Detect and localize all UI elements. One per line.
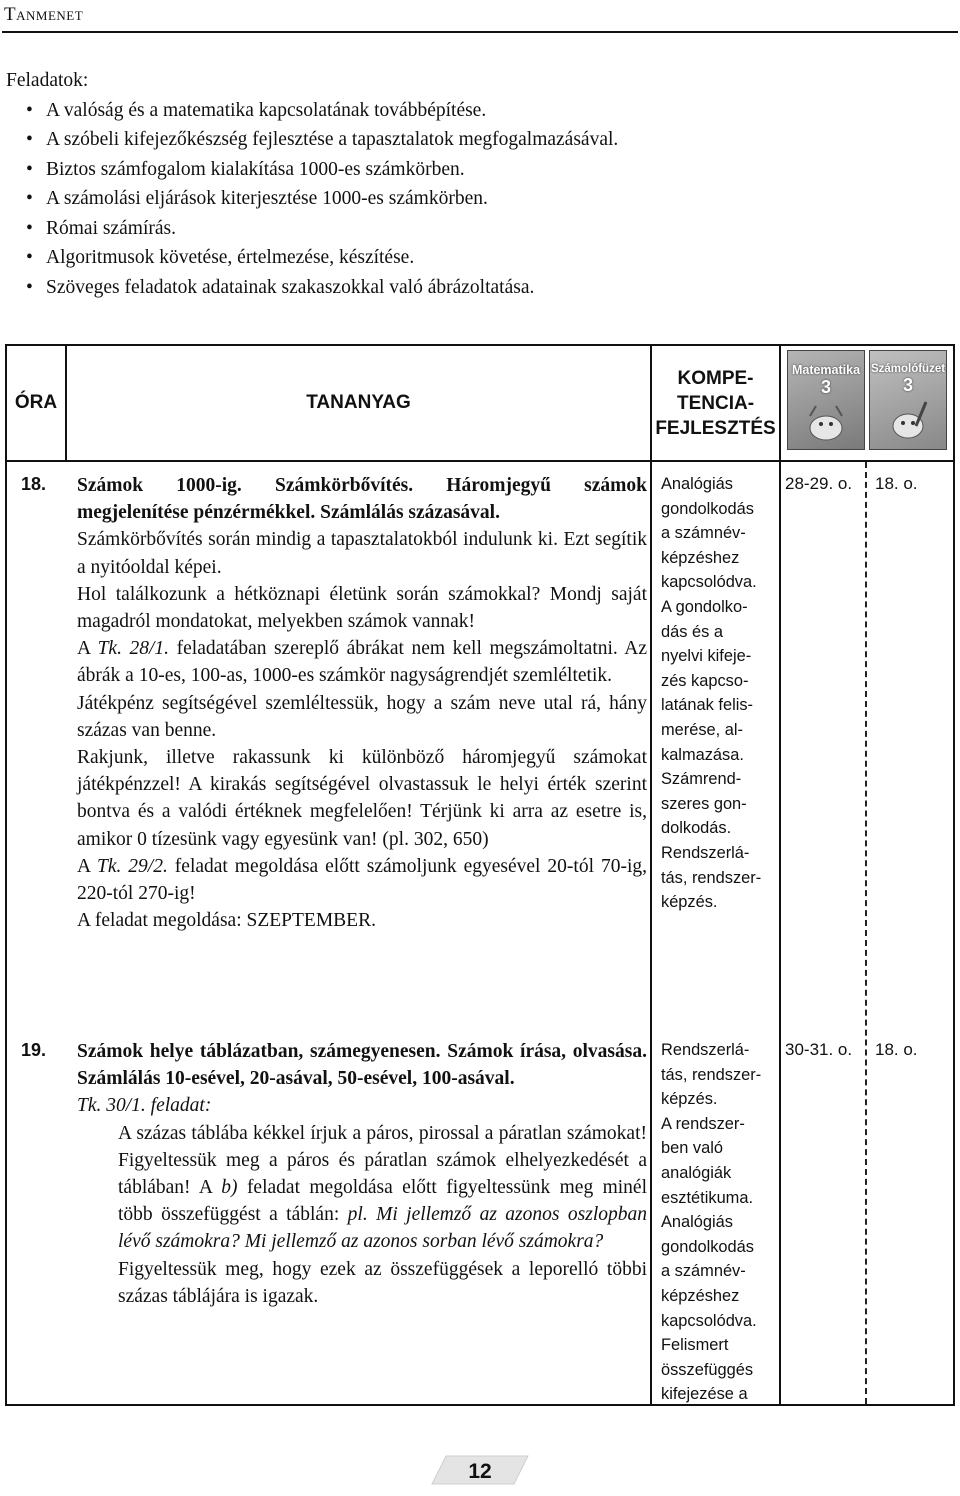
- dashed-column-divider: [865, 462, 867, 1404]
- page-number: 12: [428, 1450, 532, 1492]
- header-tananyag: TANANYAG: [306, 392, 411, 413]
- lesson-solution: A feladat megoldása: SZEPTEMBER.: [77, 910, 376, 932]
- book-illustration-icon: [870, 396, 946, 444]
- lesson-paragraph: Figyeltessük meg, hogy ezek az összefüggések a leporelló többi százas táblájára is igazak.: [118, 1258, 647, 1307]
- lesson-paragraph: Számkörbővítés során mindig a tapasztalatokból indulunk ki. Ezt segítik a nyitóoldal képei.: [77, 529, 647, 578]
- lesson-paragraph: A százas táblába kékkel írjuk a páros, pirossal a páratlan számokat! Figyeltessük meg a páros és páratlan számok elhelyezkedését a táblában! A b) feladat megoldása előtt figyeltessünk meg minél több összefüggést a táblán: pl. Mi jellemző az azonos oszlopban lévő számokra? Mi jellemző az azonos sorban lévő számokra?: [118, 1122, 647, 1253]
- task-item: • A szóbeli kifejezőkészség fejlesztése a tapasztalatok megfogalmazásával.: [26, 125, 936, 155]
- header-rule: [2, 31, 958, 33]
- header-row-divider: [7, 460, 953, 462]
- workbook-pages: 18. o.: [875, 1040, 918, 1059]
- lesson-paragraph: A Tk. 29/2. feladat megoldása előtt számoljunk egyesével 20-tól 70-ig, 220-tól 270-ig!: [77, 855, 647, 905]
- competence-list: Analógiás gondolkodás a számnév- képzéshez kapcsolódva. A gondolko- dás és a nyelvi kifeje- zés kapcso- latának felis- merése, al- kalmazása. Számrend- szeres gon- dolkodás. Rendszerlá- tás, rendszer- képzés.: [661, 475, 762, 912]
- workbook-cover-icon: Számolófüzet 3: [869, 350, 947, 450]
- task-item: • Római számírás.: [26, 214, 936, 244]
- column-divider: [779, 346, 781, 1404]
- textbook-reference: Tk. 28/1.: [97, 638, 170, 660]
- task-reference: Tk. 30/1. feladat:: [77, 1095, 212, 1117]
- lesson-plan-table: [5, 344, 955, 1406]
- lesson-title: Számok 1000-ig. Számkörbővítés. Háromjegyű számok megjelenítése pénzérmékkel. Számlálás százasával.: [77, 475, 647, 524]
- running-title: Tanmenet: [4, 4, 84, 25]
- header-kompetencia: KOMPE- TENCIA- FEJLESZTÉS: [655, 368, 776, 439]
- task-item: • Algoritmusok követése, értelmezése, készítése.: [26, 243, 936, 273]
- lesson-paragraph: A Tk. 28/1. feladatában szereplő ábrákat nem kell megszámoltatni. Az ábrák a 10-es, 100-as, 1000-es számkör nagyságrendjét szemléltetik.: [77, 638, 648, 687]
- task-item: • A valóság és a matematika kapcsolatának továbbépítése.: [26, 96, 936, 126]
- math-textbook-cover-icon: Matematika 3: [787, 350, 865, 450]
- tasks-section: [6, 66, 936, 302]
- task-item: • A számolási eljárások kiterjesztése 1000-es számkörben.: [26, 184, 936, 214]
- lesson-title: Számok helye táblázatban, számegyenesen. Számok írása, olvasása. Számlálás 10-esével, 20-asával, 50-esével, 100-asával.: [77, 1041, 647, 1090]
- task-item: • Szöveges feladatok adatainak szakaszokkal való ábrázoltatása.: [26, 273, 936, 303]
- lesson-paragraph: Hol találkozunk a hétköznapi életünk során számokkal? Mondj saját magadról mondatokat, melyekben számok vannak!: [77, 583, 647, 633]
- lesson-number: 18.: [21, 474, 47, 494]
- workbook-pages: 18. o.: [875, 474, 918, 493]
- lesson-content: [77, 472, 647, 934]
- column-divider: [650, 346, 652, 1404]
- running-header: [4, 4, 83, 26]
- competence-list: Rendszerlá- tás, rendszer- képzés. A rendszer- ben való analógiák esztétikuma. Analógiás gondolkodás a számnév- képzéshez kapcsolódva. Felismert összefüggés kifejezése a: [661, 1041, 762, 1404]
- lesson-content: [77, 1038, 647, 1310]
- textbook-pages: 30-31. o.: [785, 1040, 853, 1059]
- lesson-paragraph: Rakjunk, illetve rakassunk ki különböző háromjegyű számokat játékpénzzel! A kirakás segítségével olvastassuk le helyi érték szerint bontva és a valódi értéknek megfelelően! Térjünk ki arra az esetre is, amikor 0 tízesünk vagy egyesünk van! (pl. 302, 650): [77, 747, 647, 850]
- textbook-pages: 28-29. o.: [785, 474, 853, 493]
- book-illustration-icon: [788, 398, 864, 446]
- header-ora: ÓRA: [14, 392, 58, 413]
- task-item: • Biztos számfogalom kialakítása 1000-es számkörben.: [26, 155, 936, 185]
- tasks-heading: Feladatok:: [6, 70, 89, 91]
- lesson-paragraph: Játékpénz segítségével szemléltessük, hogy a szám neve utal rá, hány százas van benne.: [77, 692, 647, 741]
- lesson-number: 19.: [21, 1040, 47, 1060]
- textbook-reference: Tk. 29/2.: [96, 855, 168, 877]
- tasks-list: [6, 96, 936, 303]
